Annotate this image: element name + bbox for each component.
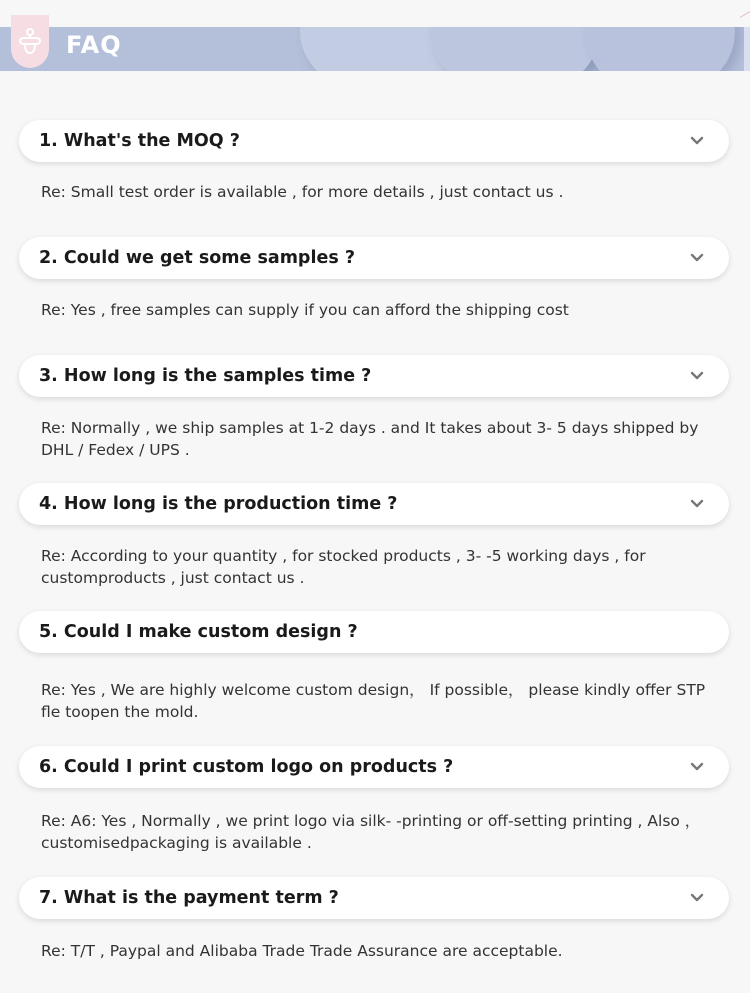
faq-question-toggle[interactable] — [19, 355, 729, 397]
faq-answer: Re: According to your quantity , for stocked products , 3- -5 working days , for customproducts , just contact us . — [41, 547, 646, 587]
faq-question-toggle[interactable] — [19, 120, 729, 162]
faq-answer: Re: Yes , We are highly welcome custom design， If possible， please kindly offer STP fle toopen the mold. — [41, 681, 706, 721]
chevron-down-icon[interactable] — [689, 250, 705, 266]
chevron-down-icon[interactable] — [689, 496, 705, 512]
banner-edge — [744, 27, 750, 71]
chevron-down-icon[interactable] — [689, 368, 705, 384]
faq-question: 2. Could we get some samples ? — [39, 248, 355, 268]
page-title: FAQ — [66, 31, 122, 59]
faq-question-toggle[interactable] — [19, 483, 729, 525]
pacifier-icon — [11, 15, 49, 68]
faq-question: 1. What's the MOQ ? — [39, 131, 240, 151]
chevron-down-icon[interactable] — [689, 890, 705, 906]
faq-answer: Re: Normally , we ship samples at 1-2 days . and It takes about 3- 5 days shipped by DHL / Fedex / UPS . — [41, 419, 699, 459]
faq-answer: Re: A6: Yes , Normally , we print logo via silk- -printing or off-setting printing , Also ， customisedpackaging is available . — [41, 812, 701, 852]
faq-question: 4. How long is the production time ? — [39, 494, 398, 514]
chevron-down-icon[interactable] — [689, 133, 705, 149]
faq-answer: Re: Yes , free samples can supply if you can afford the shipping cost — [41, 301, 569, 319]
banner-swoosh — [585, 27, 735, 71]
faq-answer: Re: T/T , Paypal and Alibaba Trade Trade Assurance are acceptable. — [41, 942, 563, 960]
banner-swoosh — [430, 27, 600, 71]
faq-answer: Re: Small test order is available , for more details , just contact us . — [41, 183, 564, 201]
faq-question-toggle[interactable] — [19, 746, 729, 788]
faq-question: 5. Could I make custom design ? — [39, 622, 358, 642]
faq-question: 3. How long is the samples time ? — [39, 366, 372, 386]
faq-question: 7. What is the payment term ? — [39, 888, 339, 908]
chevron-down-icon[interactable] — [689, 759, 705, 775]
faq-question-toggle[interactable] — [19, 877, 729, 919]
faq-question-toggle[interactable] — [19, 611, 729, 653]
faq-question: 6. Could I print custom logo on products ? — [39, 757, 454, 777]
faq-question-toggle[interactable] — [19, 237, 729, 279]
